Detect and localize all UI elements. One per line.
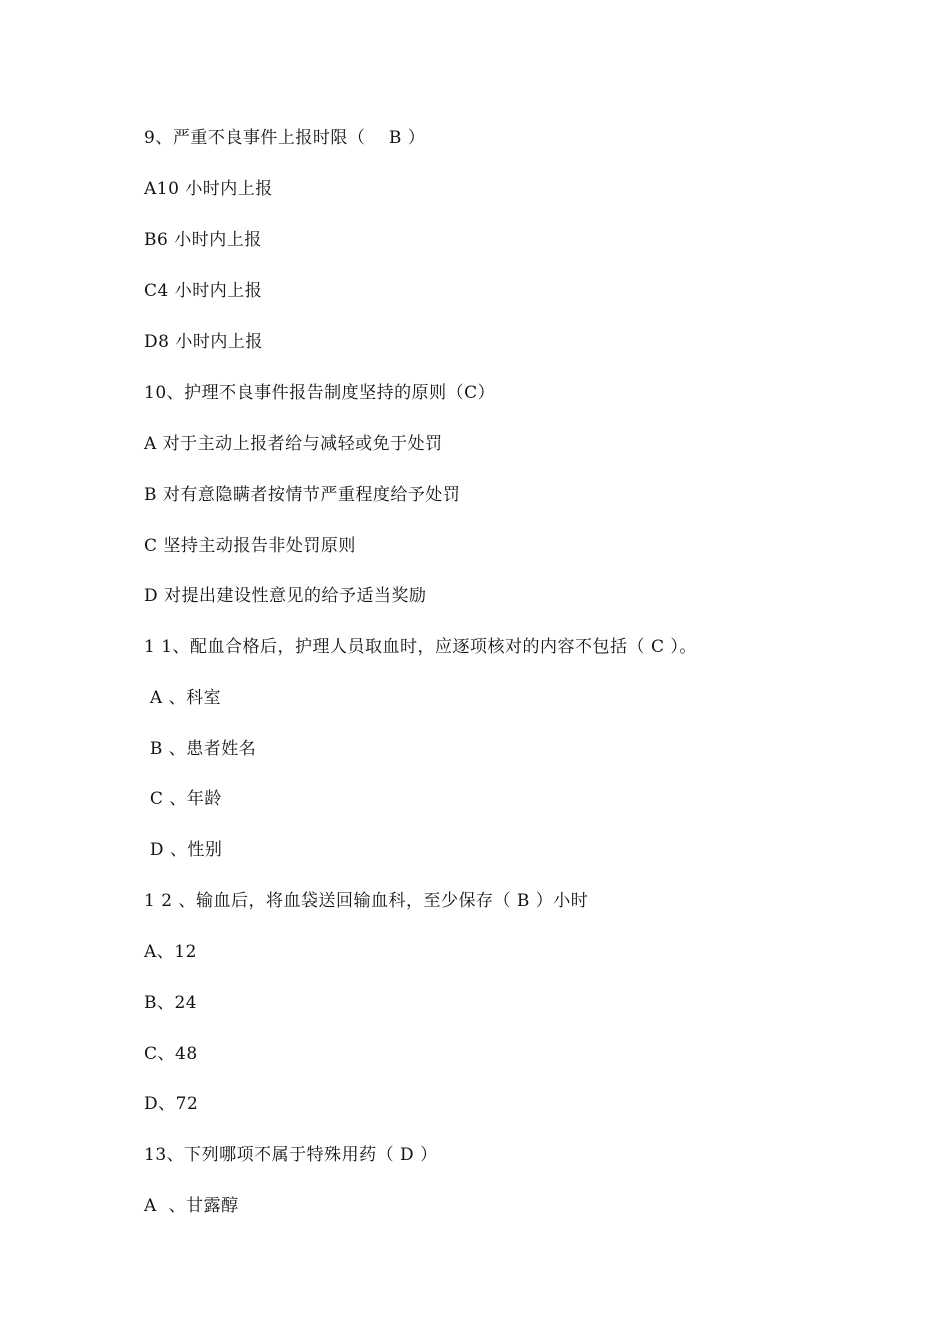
q12-option-c: C、48	[144, 1044, 198, 1064]
question-10: 10、护理不良事件报告制度坚持的原则（C）	[144, 383, 496, 403]
q12-option-b: B、24	[144, 993, 198, 1013]
question-12: 1 2 、输血后，将血袋送回输血科，至少保存（ B ）小时	[144, 891, 589, 911]
q11-option-c: C 、年龄	[144, 789, 222, 809]
q10-option-b: B 对有意隐瞒者按情节严重程度给予处罚	[144, 485, 461, 505]
q10-option-a: A 对于主动上报者给与减轻或免于处罚	[144, 434, 443, 454]
question-11: 1 1、配血合格后，护理人员取血时，应逐项核对的内容不包括（ C ）。	[144, 637, 697, 657]
q13-option-a: A 、甘露醇	[144, 1196, 239, 1216]
q9-option-a: A10 小时内上报	[144, 179, 273, 199]
q10-option-c: C 坚持主动报告非处罚原则	[144, 536, 356, 556]
q12-option-a: A、12	[144, 942, 197, 962]
question-9: 9、严重不良事件上报时限（ B ）	[144, 128, 426, 148]
q11-option-d: D 、性别	[144, 840, 223, 860]
q9-option-d: D8 小时内上报	[144, 332, 263, 352]
q11-option-b: B 、患者姓名	[144, 739, 257, 759]
q11-option-a: A 、科室	[144, 688, 222, 708]
q12-option-d: D、72	[144, 1094, 199, 1114]
q9-option-b: B6 小时内上报	[144, 230, 262, 250]
q9-option-c: C4 小时内上报	[144, 281, 263, 301]
question-13: 13、下列哪项不属于特殊用药（ D ）	[144, 1145, 438, 1165]
q10-option-d: D 对提出建设性意见的给予适当奖励	[144, 586, 427, 606]
